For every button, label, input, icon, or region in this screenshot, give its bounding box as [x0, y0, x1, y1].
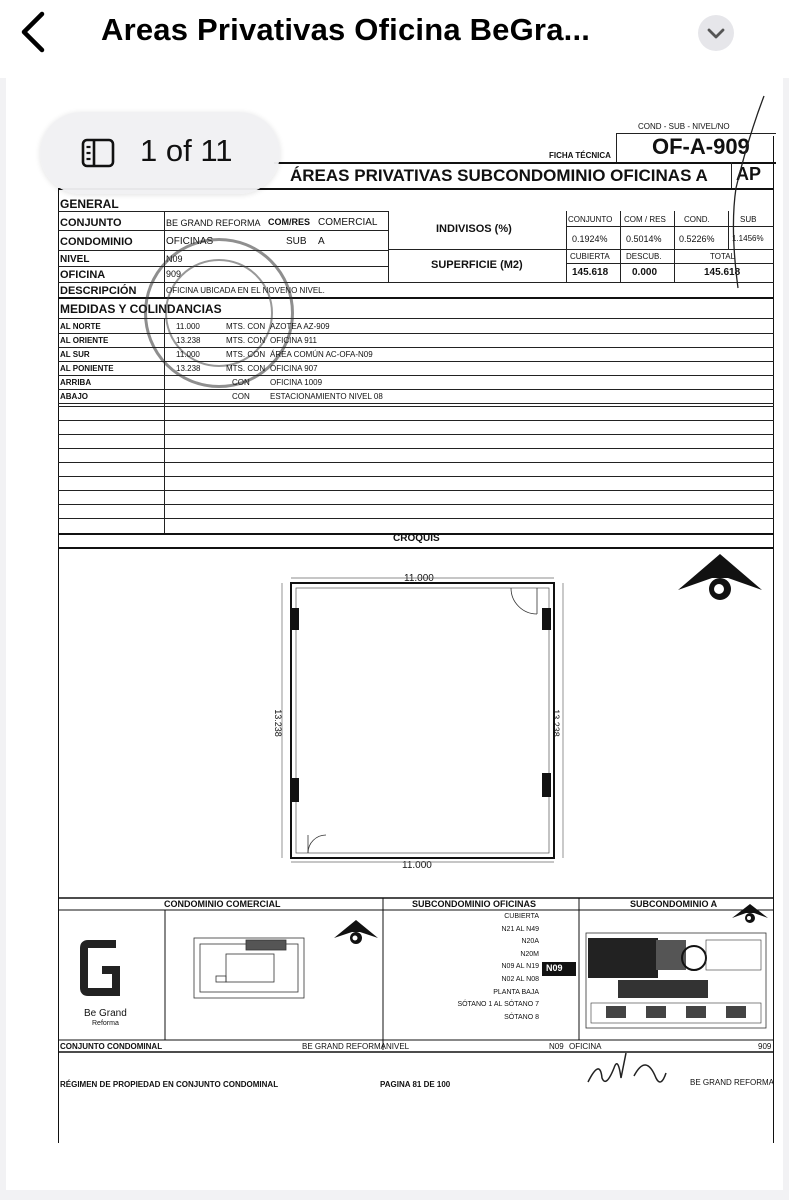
level-item: N20A [521, 938, 539, 946]
medida-colindancia: AZOTEA AZ-909 [270, 322, 330, 331]
ind-header-conjunto: CONJUNTO [568, 215, 613, 224]
medida-colindancia: OFICINA 911 [270, 336, 317, 345]
medida-length: 13.238 [176, 336, 201, 345]
dim-top: 11.000 [404, 573, 434, 584]
medida-direction: AL PONIENTE [60, 364, 114, 373]
medida-colindancia: ESTACIONAMIENTO NIVEL 08 [270, 392, 383, 401]
superficie-label: SUPERFICIE (M2) [431, 259, 523, 271]
ficha-label: FICHA TÉCNICA [549, 151, 611, 160]
page-counter[interactable] [40, 112, 280, 194]
footer-nivel-value: N09 [549, 1042, 564, 1051]
page-counter-label: 1 of 11 [140, 133, 233, 168]
oficina-value: 909 [166, 269, 182, 279]
signature [588, 1053, 666, 1082]
level-item: N21 AL N49 [501, 925, 539, 933]
level-badge: N09 [546, 963, 563, 973]
oficina-label: OFICINA [60, 269, 106, 281]
level-item: PLANTA BAJA [493, 988, 539, 996]
croquis-heading: CROQUIS [393, 533, 440, 544]
dim-left: 13.238 [272, 709, 283, 737]
be-grand-logo-icon [84, 944, 116, 992]
nivel-label: NIVEL [60, 254, 90, 265]
north-arrow-small-icon [334, 920, 378, 944]
ficha-tecnica [6, 78, 783, 1190]
general-heading: GENERAL [60, 197, 119, 211]
navigation-bar [0, 0, 789, 78]
medida-direction: AL SUR [60, 350, 90, 359]
footer-brand: BE GRAND REFORMA [690, 1078, 775, 1087]
sub-value: A [318, 236, 325, 247]
cond-comercial-label: CONDOMINIO COMERCIAL [164, 899, 281, 909]
conjunto-label: CONJUNTO [60, 217, 122, 229]
ind-header-comres: COM / RES [624, 215, 666, 224]
sub-oficinas-label: SUBCONDOMINIO OFICINAS [412, 899, 537, 909]
medida-length: 13.238 [176, 364, 201, 373]
medida-mts: MTS. CON [226, 336, 266, 345]
ind-value-comres: 0.5014% [626, 234, 662, 244]
document-page[interactable] [6, 78, 783, 1190]
comercial-site-plan [194, 938, 304, 998]
footer-conjunto-label: CONJUNTO CONDOMINAL [60, 1042, 163, 1051]
level-item: SÓTANO 1 AL SÓTANO 7 [457, 1001, 539, 1009]
comres-label: COM/RES [268, 217, 311, 227]
sub-a-label: SUBCONDOMINIO A [630, 899, 718, 909]
footer-nivel-label: NIVEL [386, 1042, 410, 1051]
medida-colindancia: ÁREA COMÚN AC-OFA-N09 [270, 350, 373, 359]
brand-name: Be Grand [84, 1008, 127, 1019]
regimen-label: RÉGIMEN DE PROPIEDAD EN CONJUNTO CONDOMINAL [60, 1080, 279, 1089]
title-menu-button[interactable] [698, 15, 734, 51]
ind-value-sub: 1.1456% [732, 234, 764, 243]
sup-value-descub: 0.000 [632, 267, 658, 278]
medida-direction: ABAJO [60, 392, 89, 401]
main-title: ÁREAS PRIVATIVAS SUBCONDOMINIO OFICINAS A [290, 166, 708, 185]
floor-plan-drawing [6, 78, 783, 1190]
nivel-value: N09 [166, 254, 183, 264]
code-label: COND - SUB - NIVEL/NO [638, 122, 730, 131]
medida-mts: MTS. CON [226, 364, 266, 373]
descripcion-value: OFICINA UBICADA EN EL NOVENO NIVEL. [166, 286, 325, 295]
level-item: SÓTANO 8 [504, 1013, 539, 1021]
medida-direction: AL ORIENTE [60, 336, 109, 345]
condominio-value: OFICINAS [166, 236, 214, 247]
medida-direction: ARRIBA [60, 378, 92, 387]
footer-oficina-label: OFICINA [569, 1042, 602, 1051]
sup-header-total: TOTAL [710, 252, 736, 261]
subcondominio-a-plan [586, 933, 766, 1028]
descripcion-label: DESCRIPCIÓN [60, 285, 137, 297]
ind-header-cond: COND. [684, 215, 710, 224]
ap-label: AP [736, 164, 762, 184]
sup-header-cubierta: CUBIERTA [570, 252, 610, 261]
medida-direction: AL NORTE [60, 322, 101, 331]
conjunto-value: BE GRAND REFORMA [166, 218, 261, 228]
ind-header-sub: SUB [740, 215, 757, 224]
medida-mts: MTS. CON [226, 350, 266, 359]
sup-header-descub: DESCUB. [626, 252, 662, 261]
level-item: CUBIERTA [504, 913, 539, 920]
pen-stroke [733, 96, 764, 288]
condominio-label: CONDOMINIO [60, 236, 133, 248]
chevron-left-icon [12, 8, 56, 56]
level-item: N09 AL N19 [501, 963, 539, 971]
dim-right: 13.238 [550, 709, 561, 737]
medida-mts: CON [232, 378, 250, 387]
sup-value-total: 145.618 [704, 267, 741, 278]
medida-length: 11.000 [176, 322, 200, 331]
footer-oficina-value: 909 [758, 1042, 772, 1051]
dim-bottom: 11.000 [402, 860, 432, 871]
ind-value-conjunto: 0.1924% [572, 234, 608, 244]
medidas-heading: MEDIDAS Y COLINDANCIAS [60, 302, 222, 316]
back-button[interactable] [12, 8, 56, 56]
sidebar-thumbnails-icon [80, 135, 116, 171]
medida-mts: MTS. CON [226, 322, 266, 331]
north-arrow-icon [678, 554, 762, 600]
page-number: PAGINA 81 DE 100 [380, 1080, 451, 1089]
brand-sub: Reforma [92, 1020, 119, 1027]
comres-value: COMERCIAL [318, 217, 378, 228]
level-item: N02 AL N08 [501, 976, 539, 983]
medida-colindancia: OFICINA 1009 [270, 378, 323, 387]
code-value: OF-A-909 [652, 134, 750, 159]
level-item: N20M [520, 950, 539, 958]
sup-value-cubierta: 145.618 [572, 267, 609, 278]
medida-colindancia: OFICINA 907 [270, 364, 318, 373]
document-title: Areas Privativas Oficina BeGra... [101, 12, 591, 47]
chevron-down-icon [698, 15, 734, 51]
indivisos-label: INDIVISOS (%) [436, 223, 512, 235]
ind-value-cond: 0.5226% [679, 234, 715, 244]
sub-label: SUB [286, 236, 307, 247]
footer-conjunto-value: BE GRAND REFORMA [302, 1042, 387, 1051]
medida-mts: CON [232, 392, 250, 401]
north-arrow-small-icon-2 [732, 904, 768, 923]
medida-length: 11.000 [176, 350, 200, 359]
